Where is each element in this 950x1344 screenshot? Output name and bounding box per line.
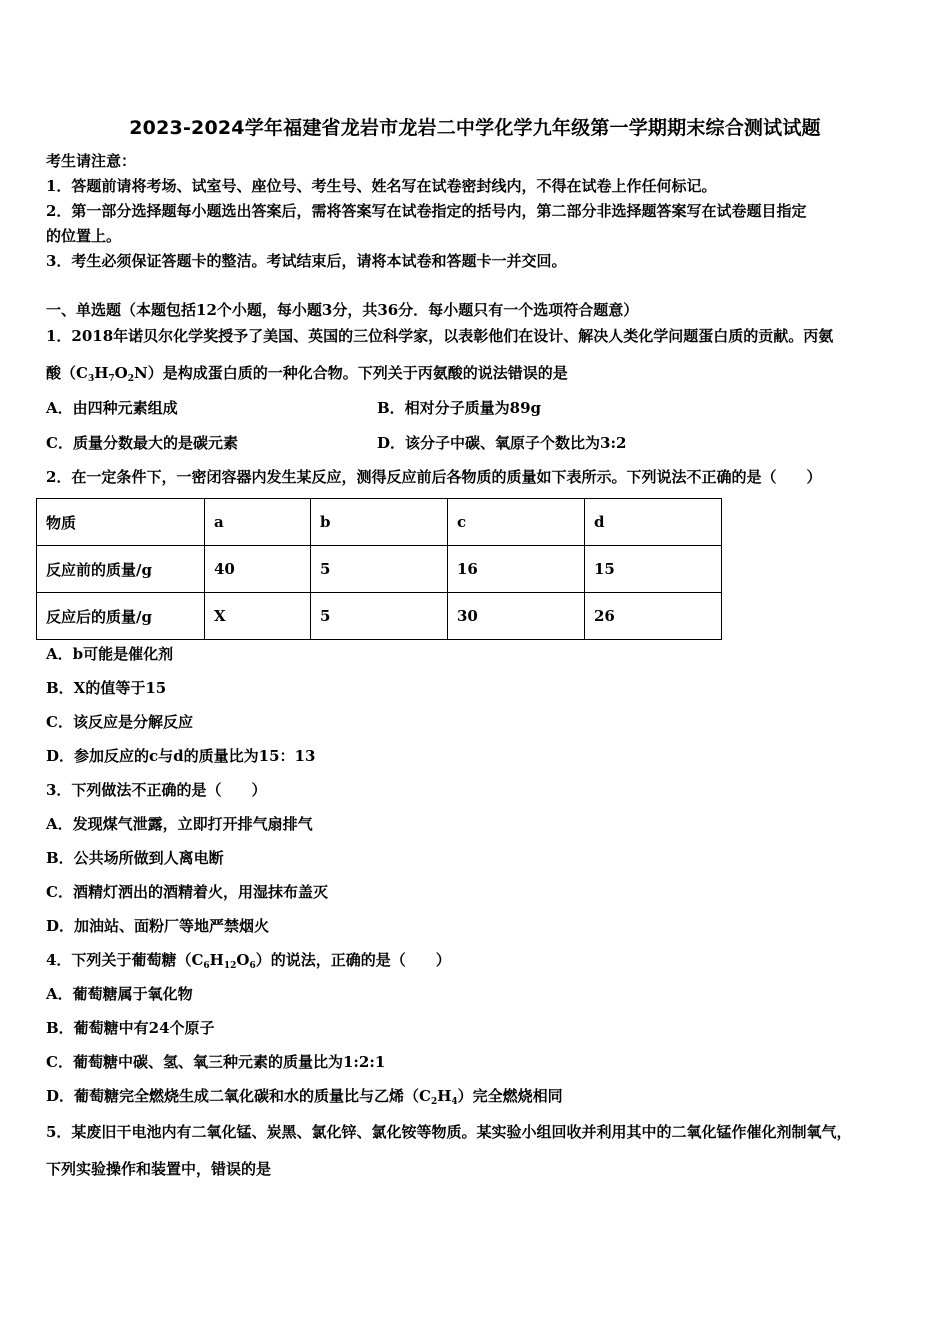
table-cell: 26 [585,593,722,640]
table-cell: 5 [311,593,448,640]
table-cell: a [205,499,311,546]
q2-option-d: D．参加反应的c与d的质量比为15：13 [46,747,316,765]
q1-option-c: C．质量分数最大的是碳元素 [46,434,238,452]
table-row [37,546,722,593]
q5-stem-line1: 5．某废旧干电池内有二氧化锰、炭黑、氯化锌、氯化铵等物质。某实验小组回收并利用其中的二氧化锰作催化剂制氧气， [46,1123,852,1141]
q3-option-a: A．发现煤气泄露，立即打开排气扇排气 [46,815,313,833]
q2-option-a: A．b可能是催化剂 [46,645,174,663]
q1-stem-line2: 酸$(C_3H_7O_2N)$是构成蛋白质的一种化合物。下列关于丙氨酸的说法错误的是 [46,364,568,384]
table-cell: 40 [205,546,311,593]
notice-item-2: 2．第一部分选择题每小题选出答案后，需将答案写在试卷指定的括号内，第二部分非选择题答案写在试卷题目指定 [46,202,807,220]
table-cell: c [448,499,585,546]
table-cell: X [205,593,311,640]
notice-item-1: 1．答题前请将考场、试室号、座位号、考生号、姓名写在试卷密封线内，不得在试卷上作任何标记。 [46,177,717,195]
q4-stem: 4．下列关于葡萄糖$(C_6H_{12}O_6)$的说法，正确的是（ ） [46,951,451,971]
table-header-row [37,499,722,546]
q4-option-a: A．葡萄糖属于氧化物 [46,985,193,1003]
q3-stem: 3．下列做法不正确的是（ ） [46,781,267,799]
table-cell: 15 [585,546,722,593]
q1-option-a: A．由四种元素组成 [46,399,178,417]
q2-option-c: C．该反应是分解反应 [46,713,193,731]
q1-option-d: D．该分子中碳、氧原子个数比为3:2 [377,434,627,452]
q5-stem-line2: 下列实验操作和装置中，错误的是 [46,1160,272,1178]
notice-item-3: 3．考生必须保证答题卡的整洁。考试结束后，请将本试卷和答题卡一并交回。 [46,252,567,270]
table-cell: 16 [448,546,585,593]
q1-stem-line1: 1．2018年诺贝尔化学奖授予了美国、英国的三位科学家，以表彰他们在设计、解决人类化学问题蛋白质的贡献。丙氨 [46,327,834,345]
q4-option-d: D．葡萄糖完全燃烧生成二氧化碳和水的质量比与乙烯$(C_2H_4)$完全燃烧相同 [46,1087,563,1107]
exam-title: 2023-2024学年福建省龙岩市龙岩二中学化学九年级第一学期期末综合测试试题 [129,117,821,139]
table-cell: d [585,499,722,546]
section-heading: 一、单选题（本题包括12个小题，每小题3分，共36分．每小题只有一个选项符合题意） [46,301,639,319]
q4-option-b: B．葡萄糖中有24个原子 [46,1019,215,1037]
table-cell: 反应前的质量/g [37,546,205,593]
table-cell: b [311,499,448,546]
table-cell: 物质 [37,499,205,546]
table-cell: 30 [448,593,585,640]
q2-stem: 2．在一定条件下，一密闭容器内发生某反应，测得反应前后各物质的质量如下表所示。下列说法不正确的是（ ） [46,468,822,486]
table-row [37,593,722,640]
q3-option-c: C．酒精灯洒出的酒精着火，用湿抹布盖灭 [46,883,328,901]
q3-option-b: B．公共场所做到人离电断 [46,849,224,867]
table-cell: 反应后的质量/g [37,593,205,640]
q2-option-b: B．X的值等于15 [46,679,167,697]
q1-option-b: B．相对分子质量为89g [377,399,542,417]
q3-option-d: D．加油站、面粉厂等地严禁烟火 [46,917,270,935]
notice-item-2-cont: 的位置上。 [46,227,122,245]
notice-heading: 考生请注意： [46,152,137,170]
mass-table [36,498,722,640]
table-cell: 5 [311,546,448,593]
q4-option-c: C．葡萄糖中碳、氢、氧三种元素的质量比为1:2:1 [46,1053,386,1071]
